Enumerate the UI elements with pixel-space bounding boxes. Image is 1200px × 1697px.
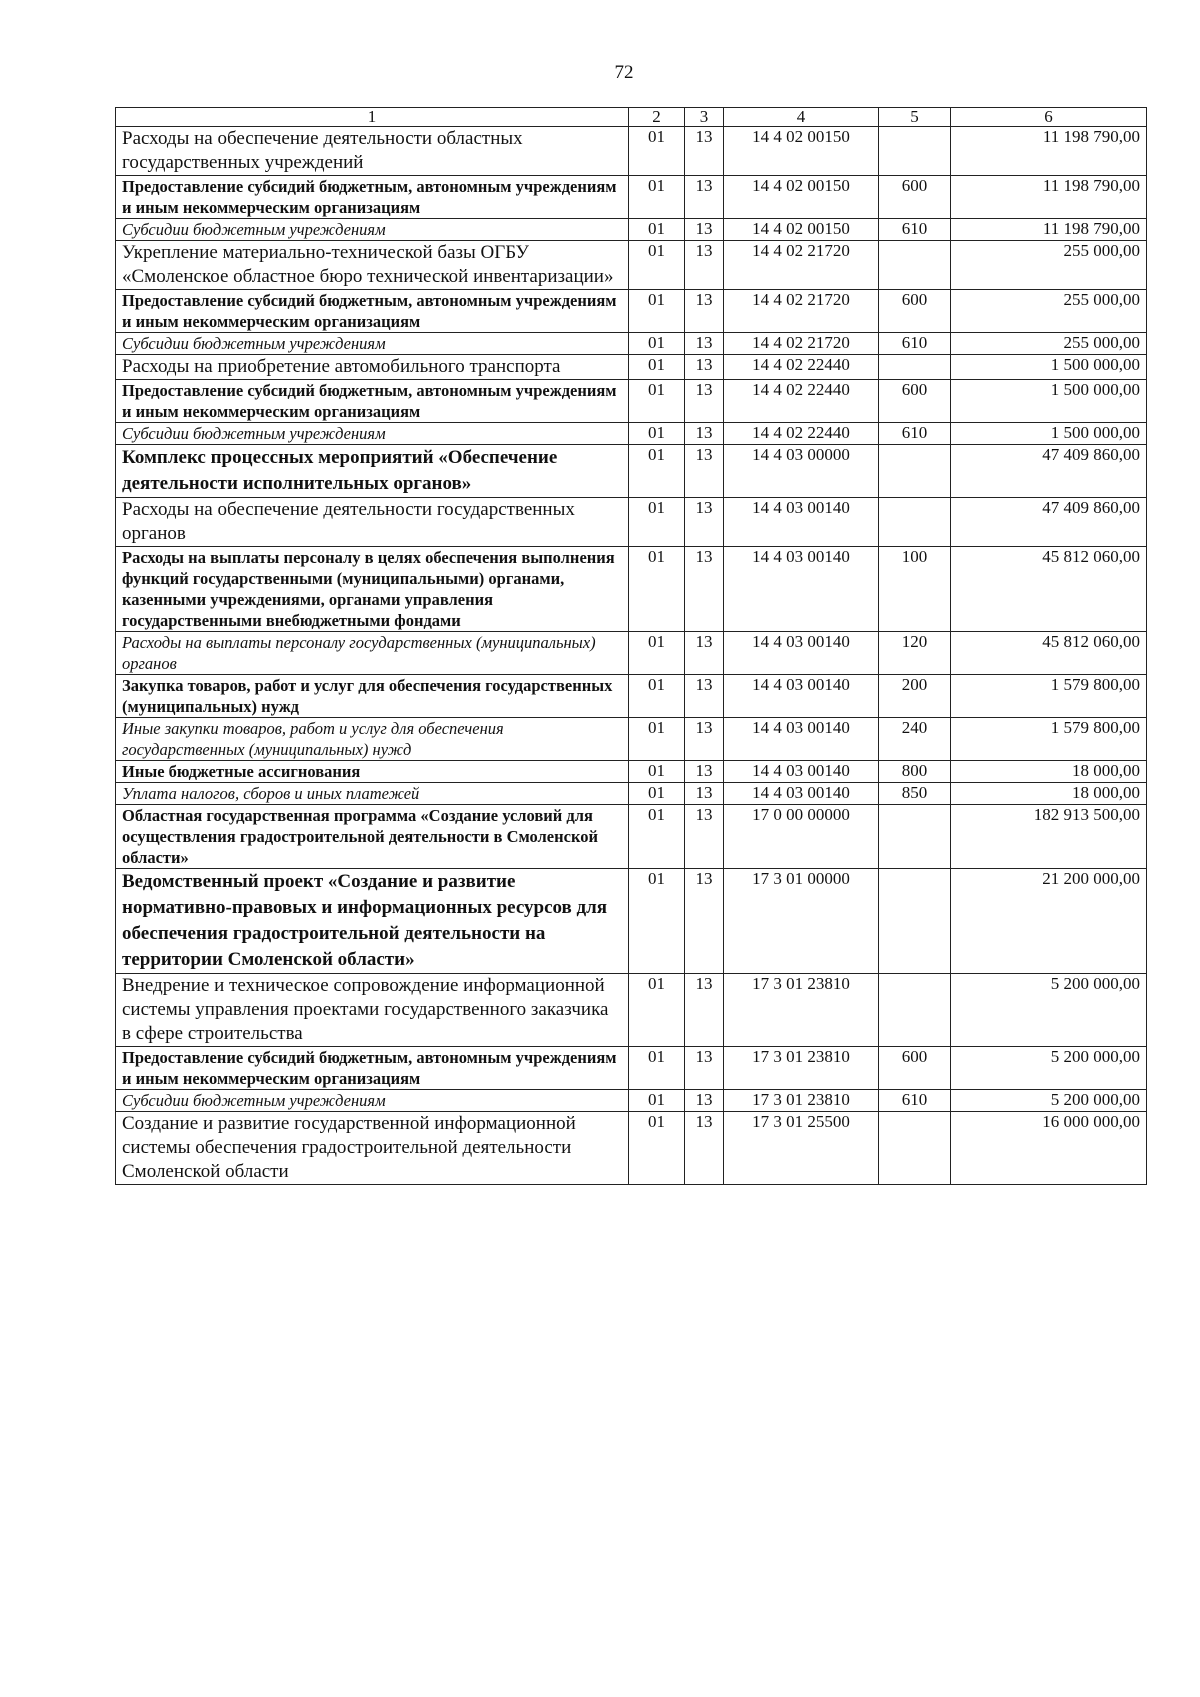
expense-type-code-cell — [879, 805, 951, 869]
expense-type-code-cell: 600 — [879, 380, 951, 423]
amount-cell: 45 812 060,00 — [951, 547, 1147, 632]
target-article-code-cell: 14 4 03 00140 — [724, 761, 879, 783]
subsection-code-cell: 13 — [685, 176, 724, 219]
section-code-cell: 01 — [629, 423, 685, 445]
subsection-code-cell: 13 — [685, 1090, 724, 1112]
table-row — [116, 290, 1147, 333]
amount-cell: 11 198 790,00 — [951, 176, 1147, 219]
target-article-code-cell: 14 4 03 00140 — [724, 783, 879, 805]
section-code-cell: 01 — [629, 127, 685, 176]
amount-cell: 45 812 060,00 — [951, 632, 1147, 675]
section-code-cell: 01 — [629, 675, 685, 718]
header-cell-3: 3 — [685, 108, 724, 127]
section-code-cell: 01 — [629, 1090, 685, 1112]
subsection-code-cell: 13 — [685, 127, 724, 176]
expense-type-code-cell: 600 — [879, 1047, 951, 1090]
section-code-cell: 01 — [629, 380, 685, 423]
target-article-code-cell: 14 4 03 00140 — [724, 547, 879, 632]
target-article-code-cell: 14 4 03 00140 — [724, 632, 879, 675]
subsection-code-cell: 13 — [685, 333, 724, 355]
section-code-cell: 01 — [629, 445, 685, 498]
subsection-code-cell: 13 — [685, 1112, 724, 1185]
subsection-code-cell: 13 — [685, 355, 724, 380]
subsection-code-cell: 13 — [685, 1047, 724, 1090]
section-code-cell: 01 — [629, 805, 685, 869]
section-code-cell: 01 — [629, 783, 685, 805]
subsection-code-cell: 13 — [685, 718, 724, 761]
section-code-cell: 01 — [629, 761, 685, 783]
table-row — [116, 498, 1147, 547]
table-header-row — [116, 108, 1147, 127]
target-article-code-cell: 17 3 01 00000 — [724, 869, 879, 974]
section-code-cell: 01 — [629, 869, 685, 974]
table-row — [116, 127, 1147, 176]
subsection-code-cell: 13 — [685, 632, 724, 675]
amount-cell: 255 000,00 — [951, 241, 1147, 290]
subsection-code-cell: 13 — [685, 219, 724, 241]
target-article-code-cell: 14 4 02 21720 — [724, 241, 879, 290]
amount-cell: 1 579 800,00 — [951, 718, 1147, 761]
header-cell-2: 2 — [629, 108, 685, 127]
expense-type-code-cell: 600 — [879, 176, 951, 219]
target-article-code-cell: 14 4 02 22440 — [724, 423, 879, 445]
subsection-code-cell: 13 — [685, 445, 724, 498]
target-article-code-cell: 17 3 01 23810 — [724, 1090, 879, 1112]
section-code-cell: 01 — [629, 219, 685, 241]
expense-name-cell: Укрепление материально-технической базы ОГБУ «Смоленское областное бюро технической инвентаризации» — [116, 241, 629, 290]
target-article-code-cell: 14 4 02 22440 — [724, 355, 879, 380]
section-code-cell: 01 — [629, 355, 685, 380]
amount-cell: 47 409 860,00 — [951, 498, 1147, 547]
amount-cell: 18 000,00 — [951, 761, 1147, 783]
expense-type-code-cell: 100 — [879, 547, 951, 632]
subsection-code-cell: 13 — [685, 974, 724, 1047]
subsection-code-cell: 13 — [685, 761, 724, 783]
expense-name-cell: Субсидии бюджетным учреждениям — [116, 219, 629, 241]
expense-type-code-cell: 120 — [879, 632, 951, 675]
target-article-code-cell: 17 3 01 25500 — [724, 1112, 879, 1185]
expense-type-code-cell — [879, 127, 951, 176]
amount-cell: 11 198 790,00 — [951, 127, 1147, 176]
expense-type-code-cell: 610 — [879, 1090, 951, 1112]
expense-type-code-cell — [879, 241, 951, 290]
target-article-code-cell: 14 4 03 00140 — [724, 675, 879, 718]
expense-type-code-cell: 610 — [879, 423, 951, 445]
table-row — [116, 380, 1147, 423]
section-code-cell: 01 — [629, 290, 685, 333]
amount-cell: 21 200 000,00 — [951, 869, 1147, 974]
target-article-code-cell: 14 4 02 00150 — [724, 127, 879, 176]
table-row — [116, 241, 1147, 290]
table-row — [116, 445, 1147, 498]
expense-name-cell: Расходы на выплаты персоналу в целях обеспечения выполнения функций государственными (муниципальными) органами, казенными учреждениями, органами управления государственными внебюджетными фондами — [116, 547, 629, 632]
table-row — [116, 783, 1147, 805]
amount-cell: 18 000,00 — [951, 783, 1147, 805]
amount-cell: 5 200 000,00 — [951, 1047, 1147, 1090]
expense-name-cell: Расходы на обеспечение деятельности областных государственных учреждений — [116, 127, 629, 176]
table-row — [116, 176, 1147, 219]
expense-type-code-cell — [879, 498, 951, 547]
amount-cell: 1 500 000,00 — [951, 355, 1147, 380]
target-article-code-cell: 14 4 02 00150 — [724, 219, 879, 241]
expense-name-cell: Иные бюджетные ассигнования — [116, 761, 629, 783]
expense-type-code-cell — [879, 445, 951, 498]
expense-name-cell: Закупка товаров, работ и услуг для обеспечения государственных (муниципальных) нужд — [116, 675, 629, 718]
header-cell-4: 4 — [724, 108, 879, 127]
expense-type-code-cell — [879, 355, 951, 380]
expense-name-cell: Субсидии бюджетным учреждениям — [116, 333, 629, 355]
table-row — [116, 219, 1147, 241]
expense-type-code-cell: 610 — [879, 333, 951, 355]
subsection-code-cell: 13 — [685, 783, 724, 805]
target-article-code-cell: 14 4 02 21720 — [724, 290, 879, 333]
subsection-code-cell: 13 — [685, 423, 724, 445]
target-article-code-cell: 14 4 02 22440 — [724, 380, 879, 423]
section-code-cell: 01 — [629, 1112, 685, 1185]
table-row — [116, 632, 1147, 675]
table-row — [116, 675, 1147, 718]
table-row — [116, 805, 1147, 869]
expense-type-code-cell: 200 — [879, 675, 951, 718]
amount-cell: 182 913 500,00 — [951, 805, 1147, 869]
amount-cell: 255 000,00 — [951, 290, 1147, 333]
table-row — [116, 974, 1147, 1047]
subsection-code-cell: 13 — [685, 241, 724, 290]
expense-type-code-cell — [879, 869, 951, 974]
table-row — [116, 355, 1147, 380]
target-article-code-cell: 14 4 02 21720 — [724, 333, 879, 355]
amount-cell: 5 200 000,00 — [951, 974, 1147, 1047]
table-row — [116, 718, 1147, 761]
subsection-code-cell: 13 — [685, 498, 724, 547]
expense-type-code-cell: 800 — [879, 761, 951, 783]
target-article-code-cell: 17 0 00 00000 — [724, 805, 879, 869]
expense-name-cell: Расходы на выплаты персоналу государственных (муниципальных) органов — [116, 632, 629, 675]
section-code-cell: 01 — [629, 1047, 685, 1090]
table-row — [116, 1047, 1147, 1090]
amount-cell: 1 500 000,00 — [951, 380, 1147, 423]
expense-type-code-cell — [879, 1112, 951, 1185]
subsection-code-cell: 13 — [685, 675, 724, 718]
expense-name-cell: Иные закупки товаров, работ и услуг для обеспечения государственных (муниципальных) нужд — [116, 718, 629, 761]
expense-name-cell: Предоставление субсидий бюджетным, автономным учреждениям и иным некоммерческим организациям — [116, 176, 629, 219]
amount-cell: 1 579 800,00 — [951, 675, 1147, 718]
expense-name-cell: Ведомственный проект «Создание и развитие нормативно-правовых и информационных ресурсов для обеспечения градостроительной деятельности на территории Смоленской области» — [116, 869, 629, 974]
header-cell-1: 1 — [116, 108, 629, 127]
section-code-cell: 01 — [629, 333, 685, 355]
target-article-code-cell: 14 4 03 00140 — [724, 718, 879, 761]
expense-type-code-cell: 610 — [879, 219, 951, 241]
table-row — [116, 547, 1147, 632]
target-article-code-cell: 14 4 03 00000 — [724, 445, 879, 498]
amount-cell: 16 000 000,00 — [951, 1112, 1147, 1185]
header-cell-5: 5 — [879, 108, 951, 127]
section-code-cell: 01 — [629, 547, 685, 632]
amount-cell: 47 409 860,00 — [951, 445, 1147, 498]
expense-name-cell: Создание и развитие государственной информационной системы обеспечения градостроительной деятельности Смоленской области — [116, 1112, 629, 1185]
target-article-code-cell: 17 3 01 23810 — [724, 1047, 879, 1090]
expense-type-code-cell: 240 — [879, 718, 951, 761]
section-code-cell: 01 — [629, 974, 685, 1047]
subsection-code-cell: 13 — [685, 869, 724, 974]
header-cell-6: 6 — [951, 108, 1147, 127]
expense-type-code-cell: 600 — [879, 290, 951, 333]
section-code-cell: 01 — [629, 632, 685, 675]
subsection-code-cell: 13 — [685, 380, 724, 423]
expense-name-cell: Расходы на обеспечение деятельности государственных органов — [116, 498, 629, 547]
expense-name-cell: Комплекс процессных мероприятий «Обеспечение деятельности исполнительных органов» — [116, 445, 629, 498]
expense-type-code-cell — [879, 974, 951, 1047]
table-row — [116, 1112, 1147, 1185]
amount-cell: 1 500 000,00 — [951, 423, 1147, 445]
target-article-code-cell: 14 4 03 00140 — [724, 498, 879, 547]
table-row — [116, 333, 1147, 355]
expense-name-cell: Субсидии бюджетным учреждениям — [116, 1090, 629, 1112]
expense-name-cell: Субсидии бюджетным учреждениям — [116, 423, 629, 445]
table-row — [116, 869, 1147, 974]
section-code-cell: 01 — [629, 241, 685, 290]
expense-name-cell: Предоставление субсидий бюджетным, автономным учреждениям и иным некоммерческим организациям — [116, 290, 629, 333]
subsection-code-cell: 13 — [685, 547, 724, 632]
amount-cell: 11 198 790,00 — [951, 219, 1147, 241]
page-number: 72 — [614, 62, 634, 83]
table-row — [116, 761, 1147, 783]
table-row — [116, 423, 1147, 445]
amount-cell: 5 200 000,00 — [951, 1090, 1147, 1112]
expense-name-cell: Расходы на приобретение автомобильного транспорта — [116, 355, 629, 380]
target-article-code-cell: 14 4 02 00150 — [724, 176, 879, 219]
target-article-code-cell: 17 3 01 23810 — [724, 974, 879, 1047]
section-code-cell: 01 — [629, 176, 685, 219]
expense-type-code-cell: 850 — [879, 783, 951, 805]
expense-name-cell: Предоставление субсидий бюджетным, автономным учреждениям и иным некоммерческим организациям — [116, 1047, 629, 1090]
table-row — [116, 1090, 1147, 1112]
section-code-cell: 01 — [629, 498, 685, 547]
amount-cell: 255 000,00 — [951, 333, 1147, 355]
subsection-code-cell: 13 — [685, 805, 724, 869]
expense-name-cell: Областная государственная программа «Создание условий для осуществления градостроительной деятельности в Смоленской области» — [116, 805, 629, 869]
expense-name-cell: Внедрение и техническое сопровождение информационной системы управления проектами государственного заказчика в сфере строительства — [116, 974, 629, 1047]
subsection-code-cell: 13 — [685, 290, 724, 333]
expense-name-cell: Уплата налогов, сборов и иных платежей — [116, 783, 629, 805]
budget-table — [115, 107, 1147, 1185]
expense-name-cell: Предоставление субсидий бюджетным, автономным учреждениям и иным некоммерческим организациям — [116, 380, 629, 423]
section-code-cell: 01 — [629, 718, 685, 761]
